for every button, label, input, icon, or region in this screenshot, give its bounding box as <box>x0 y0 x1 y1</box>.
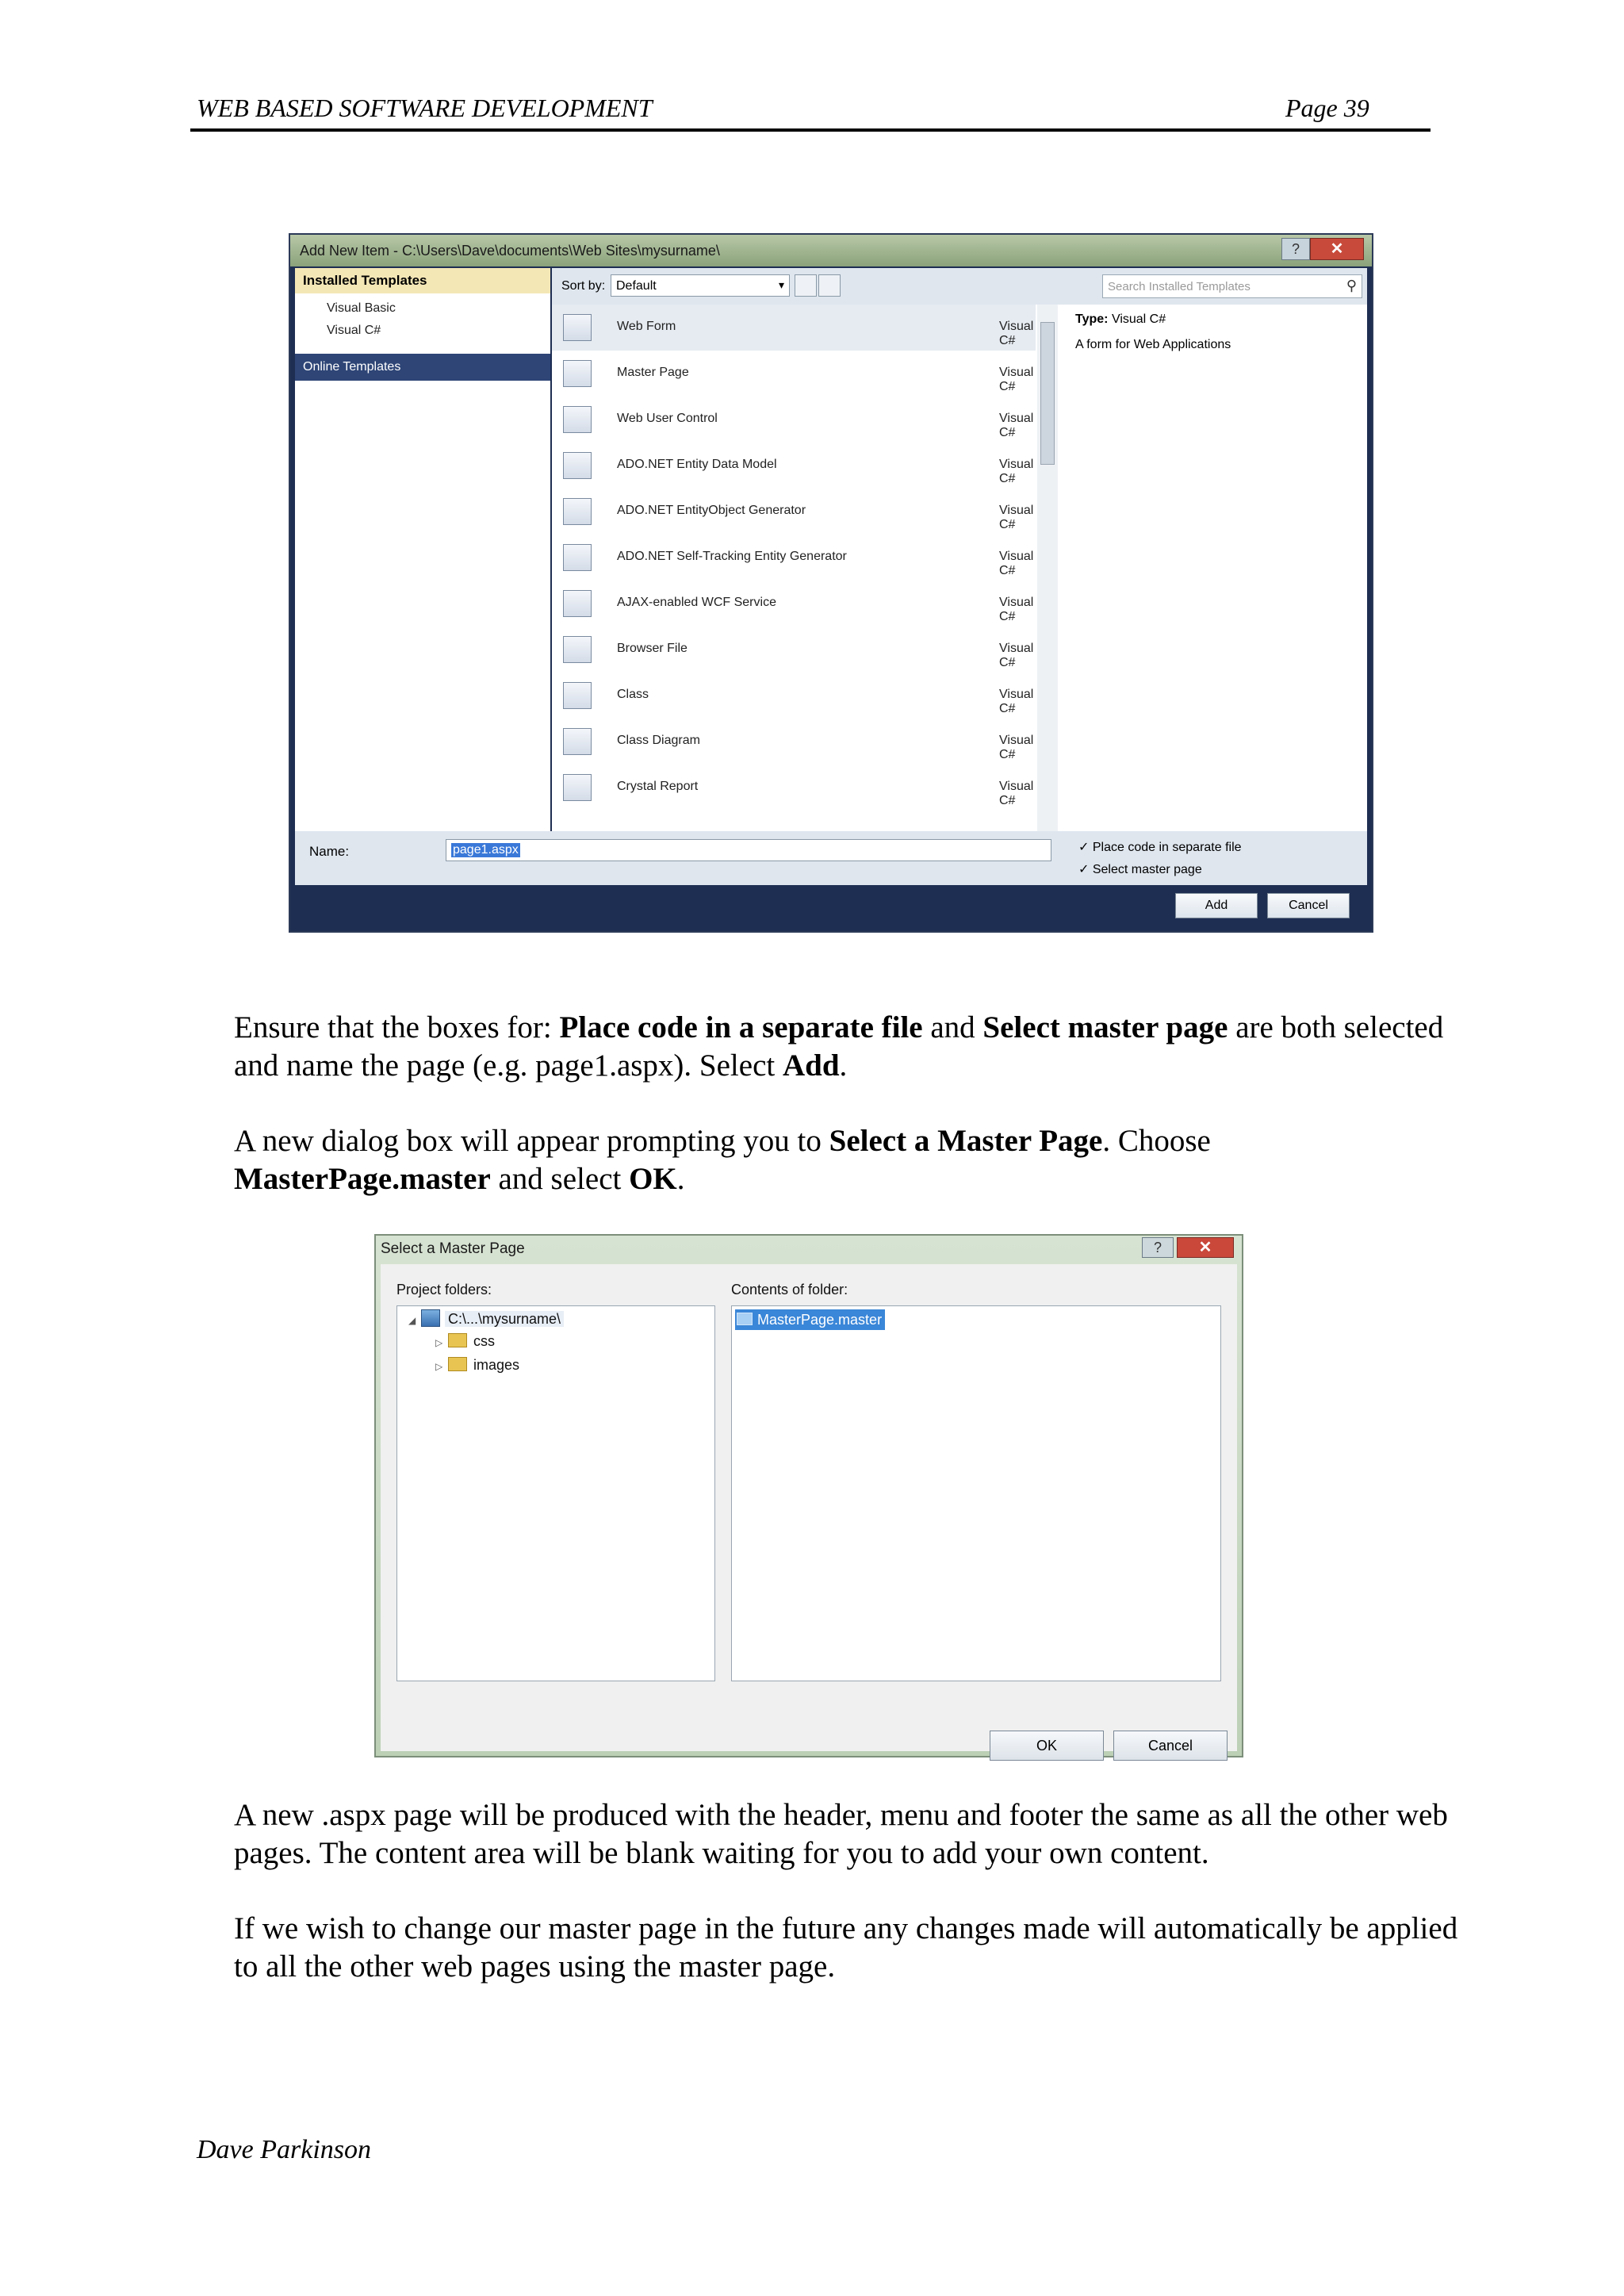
help-button[interactable]: ? <box>1142 1237 1174 1258</box>
add-new-item-dialog <box>289 233 1373 933</box>
entity-model-icon <box>563 452 592 479</box>
template-row[interactable] <box>552 489 1036 535</box>
template-type: Visual C# <box>999 734 1034 761</box>
template-details-pane <box>1061 305 1367 831</box>
text: are both selected and name the page (e.g. page1.aspx). Select <box>234 1010 1444 1083</box>
template-name: ADO.NET Entity Data Model <box>617 458 777 471</box>
paragraph-ensure-boxes <box>234 1009 1471 1085</box>
folder-icon <box>448 1333 467 1347</box>
file-masterpage[interactable] <box>735 1309 885 1330</box>
project-folders-tree <box>396 1305 715 1681</box>
template-name: AJAX-enabled WCF Service <box>617 596 776 609</box>
template-type: Visual C# <box>999 780 1034 807</box>
paragraph-new-dialog <box>234 1122 1471 1198</box>
check-icon: ✓ <box>1078 841 1093 854</box>
dialog-body <box>381 1264 1237 1754</box>
project-folders-label: Project folders: <box>396 1282 492 1297</box>
template-name: Browser File <box>617 642 688 655</box>
template-row[interactable] <box>552 581 1036 627</box>
tree-item-visual-basic[interactable]: Visual Basic <box>327 301 396 315</box>
template-type: Visual C# <box>999 550 1034 577</box>
template-name: Web Form <box>617 320 676 333</box>
page-number: Page 39 <box>1285 94 1369 122</box>
text: . <box>676 1162 685 1196</box>
add-button[interactable]: Add <box>1175 893 1258 918</box>
web-form-icon <box>563 314 592 341</box>
folder-label: css <box>473 1333 495 1349</box>
select-master-checkbox[interactable] <box>1078 861 1202 877</box>
type-value: Visual C# <box>1111 312 1166 326</box>
search-templates-input[interactable] <box>1102 274 1362 298</box>
online-templates-label: Online Templates <box>303 360 401 374</box>
name-bar <box>295 831 1367 885</box>
template-row[interactable] <box>552 765 1036 811</box>
text: Ensure that the boxes for: <box>234 1010 560 1045</box>
wcf-service-icon <box>563 590 592 617</box>
type-label: Type: <box>1075 312 1109 326</box>
template-row[interactable] <box>552 443 1036 489</box>
bold-text: Select master page <box>982 1010 1228 1045</box>
text: . <box>839 1048 848 1083</box>
name-label: Name: <box>309 844 350 859</box>
cancel-button[interactable]: Cancel <box>1267 893 1350 918</box>
ok-button[interactable]: OK <box>990 1731 1104 1761</box>
author-footer: Dave Parkinson <box>197 2135 372 2164</box>
folder-icon <box>448 1357 467 1371</box>
small-icons-view-button[interactable] <box>795 274 817 297</box>
tree-item-visual-csharp[interactable]: Visual C# <box>327 324 381 337</box>
name-value: page1.aspx <box>453 843 519 857</box>
bold-text: Place code in a separate file <box>559 1010 923 1045</box>
template-name: Class <box>617 688 649 701</box>
folder-contents-list <box>731 1305 1221 1681</box>
text: and select <box>490 1162 630 1196</box>
header-rule <box>190 128 1431 132</box>
generator-icon <box>563 498 592 525</box>
close-button[interactable]: ✕ <box>1177 1237 1234 1258</box>
template-type: Visual C# <box>999 458 1034 485</box>
class-icon <box>563 682 592 709</box>
template-row[interactable] <box>552 719 1036 765</box>
template-type: Visual C# <box>999 504 1034 531</box>
template-row[interactable] <box>552 535 1036 581</box>
check-icon: ✓ <box>1078 863 1093 876</box>
tree-folder-css[interactable] <box>435 1333 495 1350</box>
select-master-page-dialog <box>374 1234 1243 1757</box>
template-name: Master Page <box>617 366 689 379</box>
text: and <box>922 1010 983 1045</box>
separate-file-checkbox[interactable] <box>1078 839 1242 855</box>
template-row[interactable] <box>552 351 1036 397</box>
template-type: Visual C# <box>999 688 1034 715</box>
chevron-down-icon: ▾ <box>778 278 784 291</box>
name-input[interactable] <box>446 839 1051 861</box>
template-list <box>552 305 1061 831</box>
template-name: Crystal Report <box>617 780 699 793</box>
template-row[interactable] <box>552 673 1036 719</box>
generator-icon <box>563 544 592 571</box>
tree-folder-images[interactable] <box>435 1357 519 1374</box>
online-templates-item[interactable] <box>295 354 550 381</box>
installed-templates-label: Installed Templates <box>303 273 427 288</box>
template-type: Visual C# <box>999 412 1034 439</box>
template-type: Visual C# <box>999 642 1034 669</box>
template-type-info <box>1075 312 1166 327</box>
browser-file-icon <box>563 636 592 663</box>
template-type: Visual C# <box>999 320 1034 347</box>
user-control-icon <box>563 406 592 433</box>
template-name: Class Diagram <box>617 734 700 747</box>
collapsed-icon: ▷ <box>435 1361 443 1372</box>
template-name: ADO.NET EntityObject Generator <box>617 504 806 517</box>
template-name: Web User Control <box>617 412 718 425</box>
expanded-icon: ◢ <box>408 1315 416 1326</box>
template-toolbar <box>552 268 1367 305</box>
crystal-report-icon <box>563 774 592 801</box>
class-diagram-icon <box>563 728 592 755</box>
template-type: Visual C# <box>999 596 1034 623</box>
installed-templates-header[interactable] <box>295 268 550 293</box>
scrollbar-thumb[interactable] <box>1040 322 1055 465</box>
paragraph-new-aspx: A new .aspx page will be produced with the header, menu and footer the same as all the other web pages. The content area will be blank waiting for you to add your own content. <box>234 1798 1448 1870</box>
bold-text: Add <box>782 1048 840 1083</box>
master-page-icon <box>563 360 592 387</box>
template-name: ADO.NET Self-Tracking Entity Generator <box>617 550 847 563</box>
template-list-scrollbar[interactable] <box>1037 305 1058 831</box>
master-file-icon <box>737 1313 753 1325</box>
text: A new dialog box will appear prompting you to <box>234 1124 829 1158</box>
sort-value: Default <box>616 279 657 293</box>
dialog-title-bar <box>290 235 1372 266</box>
template-type: Visual C# <box>999 366 1034 393</box>
text: . Choose <box>1102 1124 1211 1158</box>
template-row[interactable] <box>552 397 1036 443</box>
help-button[interactable]: ? <box>1281 238 1310 260</box>
search-placeholder: Search Installed Templates <box>1108 280 1251 293</box>
template-tree-pane <box>295 268 550 831</box>
separate-file-label: Place code in separate file <box>1092 841 1242 854</box>
contents-label: Contents of folder: <box>731 1282 848 1297</box>
cancel-button[interactable]: Cancel <box>1113 1731 1228 1761</box>
dialog-title: Add New Item - C:\Users\Dave\documents\Web Sites\mysurname\ <box>300 243 720 259</box>
root-label: C:\...\mysurname\ <box>445 1311 564 1327</box>
bold-text: MasterPage.master <box>234 1162 491 1196</box>
running-header-title: WEB BASED SOFTWARE DEVELOPMENT <box>197 94 653 122</box>
project-icon <box>421 1309 440 1327</box>
sort-by-label: Sort by: <box>561 279 606 293</box>
select-master-label: Select master page <box>1092 863 1202 876</box>
medium-icons-view-button[interactable] <box>818 274 841 297</box>
dialog-title: Select a Master Page <box>381 1240 525 1257</box>
bold-text: OK <box>629 1162 677 1196</box>
sort-by-select[interactable] <box>611 274 790 297</box>
bold-text: Select a Master Page <box>829 1124 1103 1158</box>
template-description: A form for Web Applications <box>1075 338 1231 351</box>
search-icon: ⚲ <box>1346 278 1357 293</box>
tree-root[interactable] <box>408 1309 564 1328</box>
file-label: MasterPage.master <box>757 1312 883 1328</box>
collapsed-icon: ▷ <box>435 1337 443 1348</box>
close-button[interactable]: ✕ <box>1310 238 1364 260</box>
folder-label: images <box>473 1357 520 1373</box>
paragraph-change-master: If we wish to change our master page in the future any changes made will automatically be applied to all the other web pages using the master page. <box>234 1911 1458 1984</box>
template-row[interactable] <box>552 627 1036 673</box>
template-row[interactable] <box>552 305 1036 351</box>
